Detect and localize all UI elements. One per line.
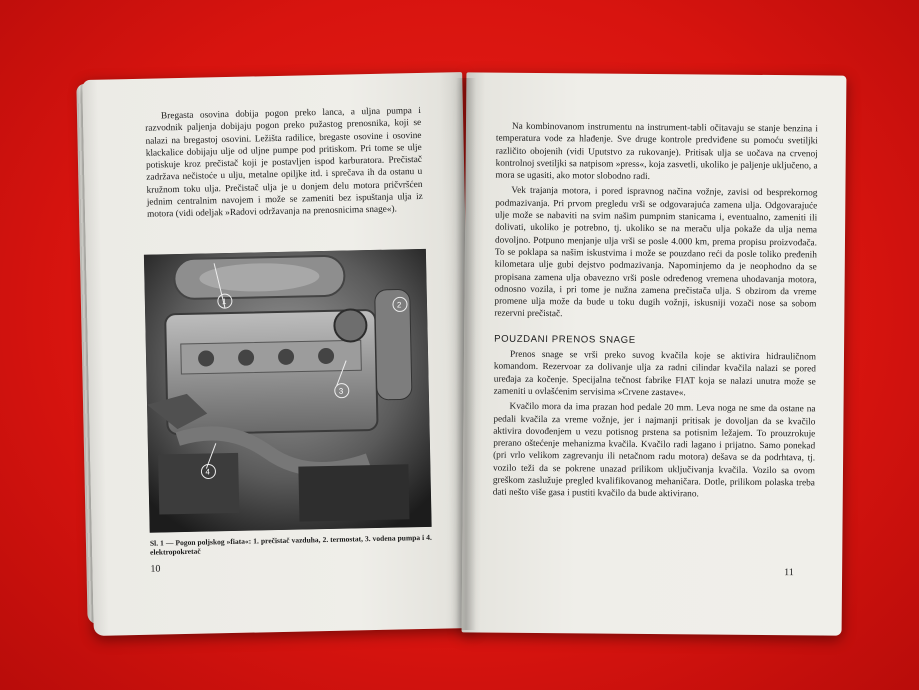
page-number-left: 10 xyxy=(150,563,161,575)
callout-3: 3 xyxy=(338,386,344,396)
callout-4: 4 xyxy=(205,467,211,477)
left-page xyxy=(82,72,474,636)
figure-caption: Sl. 1 — Pogon poljskog »fiata«: 1. prečistač vazduha, 2. termostat, 3. vodena pumpa i 4. elektropokretač xyxy=(149,532,432,557)
engine-photo-graphic xyxy=(144,249,432,533)
left-paragraph: Bregasta osovina dobija pogon preko lanca, a uljna pumpa i razvodnik paljenja dobijaju pogon preko pužastog prenosnika, koji se nalazi na bregastoj osovini. Ležišta radilice, bregaste osovine i osovine klackalice dobijaju ulje od uljne pumpe pod pritiskom. Pri tome se ulje potiskuje kroz prečistač koji je postavljen ispod karburatora. Prečistač zadržava nečistoće u ulju, metalne opiljke itd. i sprečava ih da ostanu u kružnom toku ulja. Prečistač ulja je u donjem delu motora pričvršćen jednim centralnim navojem i može se zameniti bez ispuštanja ulja iz motora (vidi odeljak »Radovi održavanja na prenosnicima snage«). xyxy=(145,105,423,221)
right-paragraph-2: Vek trajanja motora, i pored ispravnog načina vožnje, zavisi od besprekornog podmazivanja. Pri prvom pregledu vrši se odgovarajuća zamena ulja. Odgovarajuće ulje može se nabaviti na svim našim pumpnim stanicama i, eventualno, zameniti ili dolivati, ukoliko je potrebno, tj. ukoliko se na meraču ulja pokaže da ulja nema dovoljno. Potpuno menjanje ulja vrši se posle 4.000 km, prema propisu proizvođača. To se poklapa sa našim iskustvima i može se pouzdano reći da posle toliko pređenih kilometara ulje gubi dejstvo podmazivanja. Napominjemo da je neophodno da se propisana zamena ulja obavezno vrši posle određenog vremena uhodavanja motora, odnosno vozila, i pri tome je nužna zamena prečistača ulja. S obzirom da vreme promene ulja može da bude u toku dugih vožnji, iskusniji vozači nose sa sobom rezervni prečistač. xyxy=(494,186,818,320)
right-paragraph-4: Kvačilo mora da ima prazan hod pedale 20 mm. Leva noga ne sme da ostane na pedali kvačila za vreme vožnje, jer i najmanji pritisak je dovoljan da se kvačilo aktivira dovođenjem u vezu potisnog prstena sa potisnim ležajem. To prouzrokuje prerano oštećenje mehanizma kvačila. Kvačilo radi lagano i prijatno. Samo ponekad (pri vrlo velikom zagrevanju ili netačnom radu motora) dešava se da podrhtava, tj. vozilo teži da se pokrene unazad prilikom uključivanja kvačila. Vozilo sa ovom greškom zaslužuje pregled kvalifikovanog mehaničara. Dotle, prilikom polaska treba dati nešto više gasa i pustiti kvačilo da bude aktivirano. xyxy=(492,401,816,500)
right-paragraph-3: Prenos snage se vrši preko suvog kvačila koje se aktivira hidrauličnom komandom. Rezervoar za dolivanje ulja za radni cilindar kvačila nalazi se pored uređaja za kočenje. Specijalna tečnost fabrike FIAT koja se nalazi unutra može se zameniti u ovlašćenim servisima »Crvene zastave«. xyxy=(493,349,817,399)
left-text-column xyxy=(145,105,423,224)
callout-1: 1 xyxy=(221,297,227,307)
engine-photo xyxy=(144,249,432,533)
right-text-column xyxy=(493,121,818,505)
section-heading: POUZDANI PRENOS SNAGE xyxy=(494,333,636,346)
page-number-right: 11 xyxy=(784,567,794,579)
right-page xyxy=(462,72,847,635)
book-gutter xyxy=(456,78,476,630)
right-paragraph-1: Na kombinovanom instrumentu na instrument-tabli očitavaju se stanje benzina i temperatura vode za hlađenje. Sve druge kontrole predviđene su pomoću svetiljki različito obojenih (vidi Uputstvo za rukovanje). Pritisak ulja se uočava na crvenoj kontrolnoj svetiljki sa natpisom »press«, koja zasvetli, ukoliko je paljenje uključeno, a mora se ugasiti, ako motor slobodno radi. xyxy=(495,121,819,183)
callout-2: 2 xyxy=(396,300,402,310)
